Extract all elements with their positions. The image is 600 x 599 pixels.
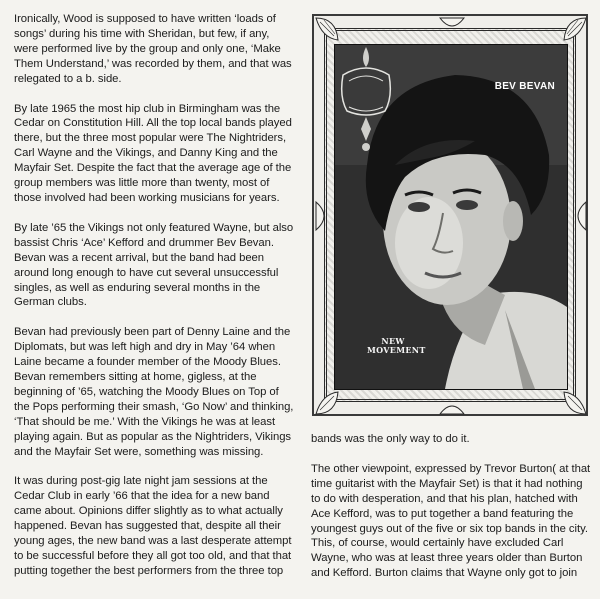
ornate-photo-frame: [312, 14, 588, 416]
new-movement-badge-icon: [335, 45, 397, 155]
portrait-photo: [334, 44, 568, 390]
paragraph: By late ’65 the Vikings not only featured Wayne, but also bassist Chris ‘Ace’ Kefford and drummer Bev Bevan. Bevan was a recent arrival, but the band had been around long enough to have cut several unsuccessful singles, as well as enduring several months in the German clubs.: [14, 221, 294, 309]
left-text-column: [14, 12, 296, 594]
paragraph: Bevan had previously been part of Denny Laine and the Diplomats, but was left high and dry in May ’64 when Laine became a founder member of the Moody Blues. Bevan remembers sitting at home, gigless, at the beginning of ’65, watching the Moody Blues on Top of the Pops performing their smash, ‘Go Now’ and thinking, ‘That should be me.’ With the Vikings he was at least playing again. But as popular as the Nightriders, Vikings and the Mayfair Set were, something was missing.: [14, 326, 294, 458]
paragraph: bands was the only way to do it.: [311, 433, 470, 445]
photo-caption: BEV BEVAN: [494, 81, 555, 92]
paragraph: Ironically, Wood is supposed to have written ‘loads of songs’ during his time with Sheridan, but few, if any, were performed live by the group and only one, ‘Make Them Understand,’ was recorded by them, and that was relegated to a b. side.: [14, 13, 292, 85]
badge-text: NEW MOVEMENT: [367, 336, 426, 355]
paragraph: It was during post-gig late night jam sessions at the Cedar Club in early ’66 that the idea for a new band came about. Opinions differ slightly as to what actually happened. Bevan has suggested that, despite all their young ages, the new band was a last desperate attempt to be successful before they all got too old, and that that putting together the best performers from the three top: [14, 475, 292, 577]
paragraph: By late 1965 the most hip club in Birmingham was the Cedar on Constitution Hill. All the top local bands played there, but the three most popular were The Nightriders, Carl Wayne and the Vikings, and Danny King and the Mayfair Set. Despite the fact that the average age of the group members was little more than twenty, most of those involved had been working musicians for years.: [14, 102, 292, 204]
right-text-column: [311, 432, 593, 596]
paragraph: The other viewpoint, expressed by Trevor Burton( at that time guitarist with the Mayfair Set) is that it had nothing to do with desperation, and that his plan, hatched with Ace Kefford, was to put together a band featuring the youngest guys out of the five or six top bands in the city. This, of course, would certainly have excluded Carl Wayne, who was at least three years older than Burton and Kefford. Burton claims that Wayne only got to join: [311, 462, 591, 580]
